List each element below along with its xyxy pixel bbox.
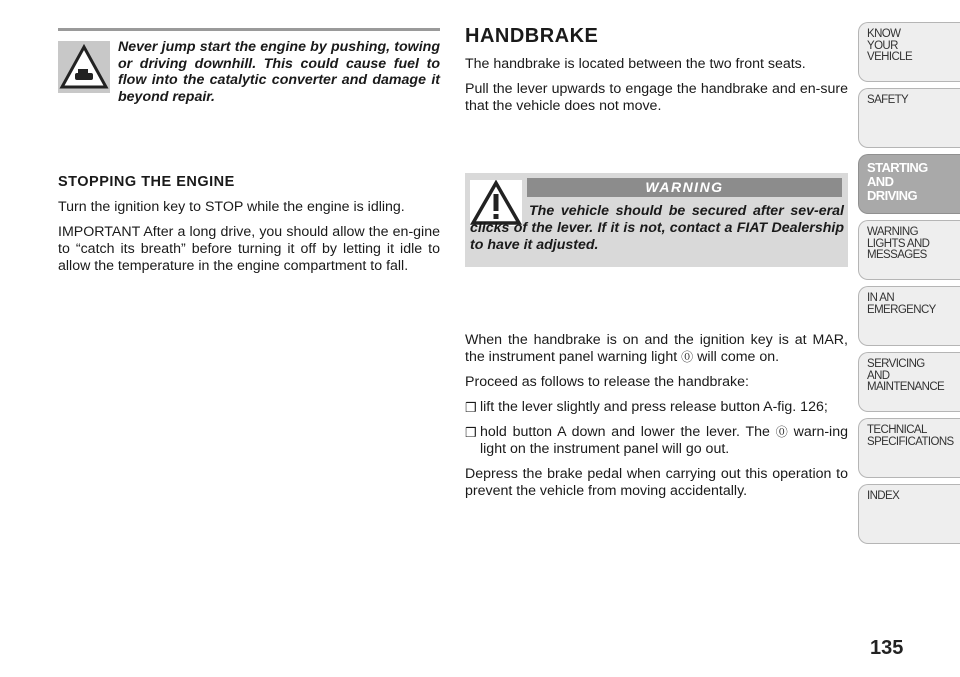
bullet-2-text	[480, 424, 848, 458]
catalytic-converter-note	[58, 28, 440, 105]
tab-servicing[interactable]	[858, 352, 960, 412]
note-divider	[58, 28, 440, 31]
stopping-heading: STOPPING THE ENGINE	[58, 174, 235, 190]
chapter-sidebar	[858, 22, 960, 550]
car-caution-icon	[58, 41, 110, 93]
bullet-2-start: hold button A down and lower the lever. The	[480, 424, 770, 440]
release-section	[465, 332, 848, 508]
note-text: Never jump start the engine by pushing, towing or driving downhill. This could cause fuel to flow into the catalytic converter and damage it beyond repair.	[118, 39, 440, 105]
bullet-1-text: lift the lever slightly and press release button A-fig. 126;	[480, 399, 828, 415]
release-p1-text: When the handbrake is on and the ignition key is at MAR, the instrument panel warning light	[465, 332, 848, 365]
tab-label: KNOW YOUR VEHICLE	[867, 28, 913, 63]
stopping-paragraph-1: Turn the ignition key to STOP while the engine is idling.	[58, 199, 405, 215]
tab-warning-lights[interactable]	[858, 220, 960, 280]
release-paragraph-1	[465, 332, 848, 366]
checkbox-bullet-icon: ❒	[465, 425, 477, 440]
tab-label: STARTING AND DRIVING	[867, 160, 928, 203]
tab-emergency[interactable]	[858, 286, 960, 346]
warning-text: The vehicle should be secured after sev-eral clicks of the lever. If it is not, contact a FIAT Dealership to have it adjusted.	[470, 203, 844, 253]
warning-label: WARNING	[527, 178, 842, 197]
tab-index[interactable]	[858, 484, 960, 544]
tab-label: IN AN EMERGENCY	[867, 292, 936, 316]
release-paragraph-3: Depress the brake pedal when carrying out this operation to prevent the vehicle from moving accidentally.	[465, 466, 848, 499]
tab-label: TECHNICAL SPECIFICATIONS	[867, 424, 954, 448]
bullet-2-end: warn-ing light on the instrument panel will go out.	[480, 424, 848, 457]
handbrake-paragraph-2: Pull the lever upwards to engage the handbrake and en-sure that the vehicle does not move.	[465, 81, 848, 114]
tab-label: SERVICING AND MAINTENANCE	[867, 358, 945, 393]
tab-starting-and-driving[interactable]	[858, 154, 960, 214]
tab-label: INDEX	[867, 490, 900, 502]
checkbox-bullet-icon: ❒	[465, 400, 477, 415]
tab-safety[interactable]	[858, 88, 960, 148]
handbrake-section	[465, 25, 848, 123]
page-number: 135	[870, 637, 904, 659]
stopping-section	[58, 174, 440, 283]
release-bullet-1	[465, 399, 848, 416]
tab-label: WARNING LIGHTS AND MESSAGES	[867, 226, 930, 261]
handbrake-warning-light-icon: ⓪	[775, 425, 788, 439]
stopping-paragraph-2: IMPORTANT After a long drive, you should allow the en-gine to “catch its breath” before turning it off by letting it idle to allow the temperature in the engine compartment to fall.	[58, 224, 440, 274]
warning-box	[465, 173, 848, 267]
handbrake-warning-light-icon: ⓪	[681, 350, 694, 364]
tab-know-your-vehicle[interactable]	[858, 22, 960, 82]
handbrake-heading: HANDBRAKE	[465, 25, 599, 47]
tab-label: SAFETY	[867, 94, 909, 106]
release-paragraph-2: Proceed as follows to release the handbrake:	[465, 374, 749, 390]
tab-technical-specifications[interactable]	[858, 418, 960, 478]
release-p1-end: will come on.	[697, 349, 780, 365]
handbrake-paragraph-1: The handbrake is located between the two front seats.	[465, 56, 806, 72]
release-bullet-2	[465, 424, 848, 458]
